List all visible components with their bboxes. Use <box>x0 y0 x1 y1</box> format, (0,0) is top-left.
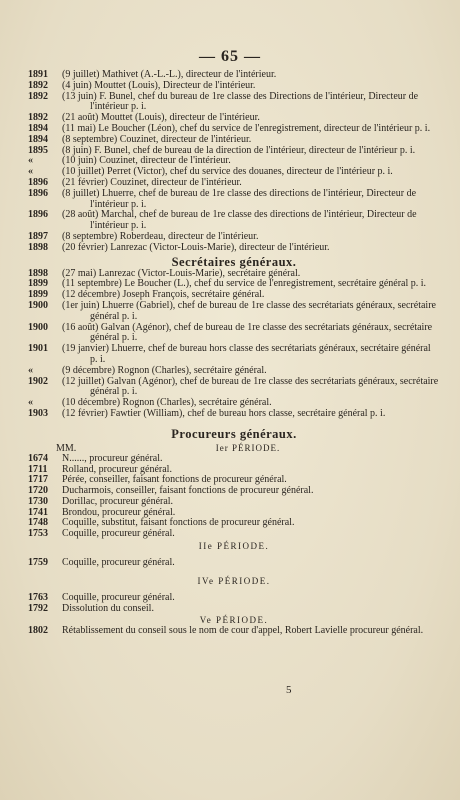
entry-text: (12 décembre) Joseph François, secrétaire général. <box>62 289 265 301</box>
section-title-procureurs: Procureurs généraux. <box>171 426 297 441</box>
entry-text: (12 février) Fawtier (William), chef de bureau hors classe, secrétaire général p. i. <box>62 407 386 419</box>
entry-text: (21 août) Mouttet (Louis), directeur de l'intérieur. <box>62 112 260 124</box>
interior-directors-list <box>28 70 440 254</box>
entry-text: (13 juin) F. Bunel, chef du bureau de 1re classe des Directions de l'intérieur, Directeur de l'intérieur p. i. <box>62 90 419 113</box>
entry-row <box>28 529 440 540</box>
entry-text: (10 décembre) Rognon (Charles), secrétaire général. <box>62 397 272 409</box>
procureurs-period-2-list <box>28 558 440 569</box>
procureurs-period-5-list <box>28 626 440 637</box>
entry-text: (8 septembre) Roberdeau, directeur de l'intérieur. <box>62 230 259 242</box>
procureurs-period-1-list <box>28 454 440 540</box>
entry-text: (10 juillet) Perret (Victor), chef du service des douanes, directeur de l'intérieur p. i. <box>62 166 393 178</box>
entry-text: (9 décembre) Rognon (Charles), secrétaire général. <box>62 364 267 376</box>
entry-row <box>28 454 440 465</box>
period-4-label: IVe PÉRIODE. <box>197 575 271 586</box>
entry-row <box>28 92 440 114</box>
entry-row <box>28 377 440 399</box>
entry-row <box>28 323 440 345</box>
entry-year: 1894 <box>28 122 48 134</box>
period-5-label: Ve PÉRIODE. <box>199 615 269 626</box>
entry-text: (8 juillet) Lhuerre, chef de bureau de 1re classe des directions de l'intérieur, Directeur de l'intérieur p. i. <box>62 187 417 210</box>
entry-row <box>28 409 440 420</box>
entry-row <box>28 210 440 232</box>
entry-text: N......, procureur général. <box>62 452 163 464</box>
entry-year: 1899 <box>28 278 48 290</box>
entry-year: 1901 <box>28 343 48 355</box>
entry-row <box>28 301 440 323</box>
entry-year: « <box>28 364 33 376</box>
entry-year: 1892 <box>28 79 48 91</box>
period-1-label: Ier PÉRIODE. <box>215 442 281 453</box>
entry-row <box>28 135 440 146</box>
entry-row <box>28 604 440 615</box>
entry-year: 1898 <box>28 241 48 253</box>
entry-text: (27 mai) Lanrezac (Victor-Louis-Marie), secrétaire général. <box>62 267 301 279</box>
entry-text: (4 juin) Mouttet (Louis), Directeur de l'intérieur. <box>62 79 256 91</box>
mm-label: MM. <box>56 442 77 454</box>
entry-year: 1903 <box>28 407 48 419</box>
entry-text: (16 août) Galvan (Agénor), chef de bureau de 1re classe des secrétariats généraux, secrétaire général p. i. <box>62 321 433 344</box>
entry-year: 1741 <box>28 506 48 518</box>
entry-text: (28 août) Marchal, chef de bureau de 1re classe des directions de l'intérieur, Directeur de l'intérieur p. i. <box>62 209 417 232</box>
entry-year: « <box>28 397 33 409</box>
entries-list <box>28 70 440 637</box>
entry-text: Brondou, procureur général. <box>62 506 176 518</box>
entry-text: (8 juin) F. Bunel, chef de bureau de la direction de l'intérieur, directeur de l'intérieur p. i. <box>62 144 416 156</box>
entry-row <box>28 558 440 569</box>
entry-year: 1717 <box>28 474 48 486</box>
period-2-label: IIe PÉRIODE. <box>198 541 270 552</box>
entry-text: Coquille, procureur général. <box>62 591 175 603</box>
entry-row <box>28 366 440 377</box>
entry-year: 1897 <box>28 230 48 242</box>
entry-year: 1730 <box>28 495 48 507</box>
entry-year: 1892 <box>28 90 48 102</box>
entry-text: Coquille, procureur général. <box>62 557 175 569</box>
entry-text: (21 février) Couzinet, directeur de l'intérieur. <box>62 176 242 188</box>
entry-year: 1802 <box>28 625 48 637</box>
entry-text: Pérée, conseiller, faisant fonctions de procureur général. <box>62 474 287 486</box>
procureurs-period-4-list <box>28 593 440 615</box>
entry-year: 1674 <box>28 452 48 464</box>
entry-text: (20 février) Lanrezac (Victor-Louis-Marie), directeur de l'intérieur. <box>62 241 330 253</box>
entry-text: Dissolution du conseil. <box>62 602 154 614</box>
entry-text: Rétablissement du conseil sous le nom de cour d'appel, Robert Lavielle procureur général. <box>62 625 424 637</box>
entry-text: (10 juin) Couzinet, directeur de l'intérieur. <box>62 155 231 167</box>
entry-text: (1er juin) Lhuerre (Gabriel), chef de bureau de 1re classe des secrétariats généraux, secrétaire général p. i. <box>62 299 436 322</box>
entry-year: 1896 <box>28 187 48 199</box>
entry-text: (19 janvier) Lhuerre, chef de bureau hors classe des secrétariats généraux, secrétaire général p. i. <box>62 343 431 365</box>
entry-year: 1895 <box>28 144 48 156</box>
entry-year: 1894 <box>28 133 48 145</box>
entry-text: Ducharmois, conseiller, faisant fonctions de procureur général. <box>62 485 314 497</box>
entry-year: 1898 <box>28 267 48 279</box>
entry-row <box>28 626 440 637</box>
entry-year: 1896 <box>28 176 48 188</box>
entry-year: 1763 <box>28 591 48 603</box>
section-title-secretaires: Secrétaires généraux. <box>171 254 297 269</box>
entry-text: (11 mai) Le Boucher (Léon), chef du service de l'enregistrement, directeur de l'intérieur p. i. <box>62 122 431 134</box>
entry-text: Dorillac, procureur général. <box>62 495 174 507</box>
entry-year: 1899 <box>28 289 48 301</box>
entry-text: (12 juillet) Galvan (Agénor), chef de bureau de 1re classe des secrétariats généraux, secrétaire général p. i. <box>62 375 439 398</box>
entry-year: 1720 <box>28 485 48 497</box>
entry-year: 1892 <box>28 112 48 124</box>
entry-year: 1896 <box>28 209 48 221</box>
entry-row <box>28 189 440 211</box>
entry-text: Coquille, procureur général. <box>62 528 175 540</box>
entry-year: 1900 <box>28 321 48 333</box>
entry-year: 1900 <box>28 299 48 311</box>
entry-year: 1792 <box>28 602 48 614</box>
entry-row <box>28 81 440 92</box>
entry-text: Rolland, procureur général. <box>62 463 172 475</box>
entry-year: 1891 <box>28 69 48 80</box>
secretaires-list <box>28 269 440 420</box>
entry-year: 1753 <box>28 528 48 540</box>
entry-year: 1902 <box>28 375 48 387</box>
entry-text: (11 septembre) Le Boucher (L.), chef du service de l'enregistrement, secrétaire général p. i. <box>62 278 427 290</box>
entry-text: (9 juillet) Mathivet (A.-L.-L.), directeur de l'intérieur. <box>62 69 277 80</box>
entry-year: 1759 <box>28 557 48 569</box>
entry-year: 1711 <box>28 463 48 475</box>
entry-row <box>28 243 440 254</box>
entry-text: Coquille, substitut, faisant fonctions de procureur général. <box>62 517 295 529</box>
signature-number: 5 <box>286 684 292 696</box>
entry-year: 1748 <box>28 517 48 529</box>
entry-year: « <box>28 166 33 178</box>
entry-row <box>28 344 440 366</box>
entry-year: « <box>28 155 33 167</box>
page-number: — 65 — <box>199 48 261 65</box>
entry-text: (8 septembre) Couzinet, directeur de l'intérieur. <box>62 133 252 145</box>
